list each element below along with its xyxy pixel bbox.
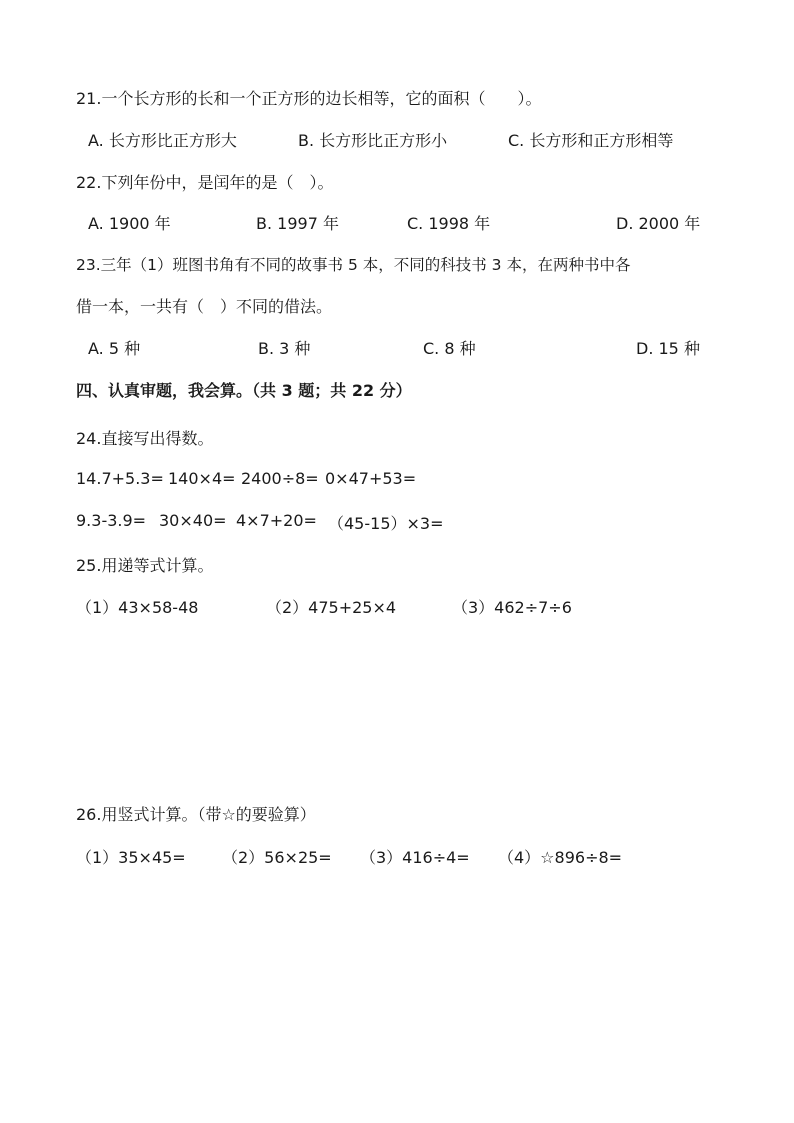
q24-row1-item: 14.7+5.3= <box>76 469 164 488</box>
q22-stem: 22.下列年份中，是闰年的是（ ）。 <box>76 173 334 192</box>
q25-stem: 25.用递等式计算。 <box>76 556 214 575</box>
q21-option-b: B. 长方形比正方形小 <box>298 131 448 150</box>
q22-option-c: C. 1998 年 <box>407 214 491 233</box>
q26-item: （3）416÷4= <box>360 848 470 867</box>
q23-option-d: D. 15 种 <box>636 339 700 358</box>
q22-option-b: B. 1997 年 <box>256 214 339 233</box>
q24-row2-item: 30×40= <box>159 511 227 530</box>
q26-item: （2）56×25= <box>222 848 332 867</box>
q21-option-a: A. 长方形比正方形大 <box>88 131 237 150</box>
q25-item: （2）475+25×4 <box>266 598 397 617</box>
q22-option-a: A. 1900 年 <box>88 214 171 233</box>
section-heading: 四、认真审题，我会算。（共 3 题；共 22 分） <box>76 381 412 400</box>
q26-item: （1）35×45= <box>76 848 186 867</box>
q24-row1-item: 140×4= <box>168 469 236 488</box>
q23-stem-line1: 23.三年（1）班图书角有不同的故事书 5 本，不同的科技书 3 本，在两种书中各 <box>76 256 631 274</box>
q23-option-c: C. 8 种 <box>423 339 476 358</box>
q24-row2-item: 9.3-3.9= <box>76 511 147 530</box>
q21-stem: 21.一个长方形的长和一个正方形的边长相等，它的面积（ ）。 <box>76 89 542 108</box>
q26-stem: 26.用竖式计算。（带☆的要验算） <box>76 805 316 824</box>
q24-row1-item: 2400÷8= <box>241 469 319 488</box>
q25-item: （3）462÷7÷6 <box>452 598 572 617</box>
q24-row2-item: 4×7+20= <box>236 511 317 530</box>
q21-option-c: C. 长方形和正方形相等 <box>508 131 674 150</box>
q24-row1-item: 0×47+53= <box>325 469 417 488</box>
q24-row2-item: （45-15）×3= <box>328 514 444 533</box>
q24-stem: 24.直接写出得数。 <box>76 429 214 448</box>
q23-stem-line2: 借一本，一共有（ ）不同的借法。 <box>76 297 333 316</box>
q23-option-b: B. 3 种 <box>258 339 311 358</box>
q23-option-a: A. 5 种 <box>88 339 141 358</box>
q26-item: （4）☆896÷8= <box>498 848 623 867</box>
q22-option-d: D. 2000 年 <box>616 214 701 233</box>
q25-item: （1）43×58-48 <box>76 598 199 617</box>
